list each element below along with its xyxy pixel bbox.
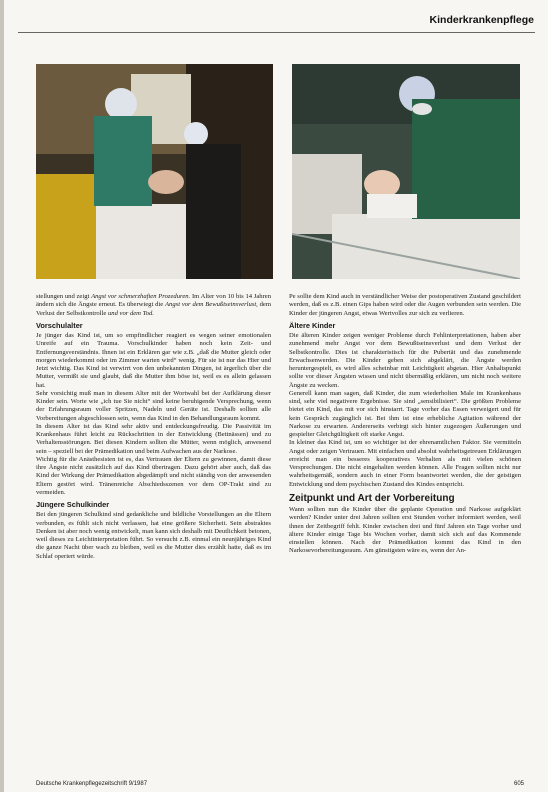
paragraph: Wichtig für die Anästhesisten ist es, das Vertrauen der Eltern zu gewinnen, damit diese ihre Ängste nicht zusätzlich auf das Kind übertragen. Dazu gehört aber auch, daß das Kind der Wirkung der Prämedikation abgedämpft und nicht ständig von der anwesenden Eltern gestört wird. Tränenreiche Abschiedsszenen vor dem OP-Trakt sind zu vermeiden. [36, 455, 271, 496]
heading-zeitpunkt: Zeitpunkt und Art der Vorbereitung [289, 492, 455, 504]
text-column-left [36, 293, 271, 561]
footer-journal: Deutsche Krankenpflegezeitschrift 9/1987 [36, 781, 148, 787]
paragraph: Bei den jüngeren Schulkind sind gedankliche und bildliche Vorstellungen an die Eltern verbunden, es fühlt sich nicht verlassen, hat eine größere Sicherheit. Sein abstraktes Denken ist aber noch wenig entwickelt, man kann sich deshalb mit Deutlichkeit betonen, weil dieses zu Leichtinterpretation führt. So versucht z.B. einmal ein neunjähriges Kind die ganze Nacht über wach zu bleiben, weil es die Mutter dies erzählt hatte, daß es im Schlaf operiert würde. [36, 511, 271, 560]
page-number: 605 [513, 781, 524, 787]
photo-left [36, 64, 273, 279]
paragraph: In kleiner das Kind ist, um so wichtiger ist der ehrenamtlichen Faktor. Sie vermitteln Angst oder zeigen Vertrauen. Mit einfachen und absolut wahrheitsgetreuen Erklärungen erreicht man ein besseres kooperatives Verhalten als mit vielen schönen Versprechungen. Die nicht eingehalten werden können. Alle Fragen sollten nicht nur wahrheitsgemäß, sondern auch in einer Form beantwortet werden, die der geistigen Entwicklung und dem psychischen Zustand des Kindes entspricht. [289, 439, 521, 488]
photo-right [292, 64, 520, 279]
paragraph: Die älteren Kinder zeigen weniger Probleme durch Fehlinterpretationen, haben aber zunehmend mehr Angst vor dem Bewußtseinsverlust und dem Verlust der Selbstkontrolle. Dies ist charakteristisch für die Pubertät und das zunehmende Erwachsenwerden. Die Kinder geben sich abgeklärt, die Ängste werden heruntergespielt, es wird alles scheinbar mit Leichtigkeit abgetan. Hier Anhaltspunkt sollte vor dieser Ängsten wissen und nicht übermäßig erklären, um nicht noch weitere Ängste zu wecken. [289, 332, 521, 389]
heading-juengere-schulkinder: Jüngere Schulkinder [36, 500, 110, 509]
page-edge-shadow [0, 0, 4, 792]
paragraph: Sehr vorsichtig muß man in diesem Alter mit der Wortwahl bei der Aufklärung dieser Kinder sein. Worte wie „ich tue Sie nicht“ sind keine beruhigende Versprechung, wenn der Erfahrungsraum voller Spritzen, Nadeln und Geräte ist. Deshalb sollten alle Vorbereitungen abgeschlossen sein, wenn das Kind in den Behandlungsraum kommt. [36, 389, 271, 422]
paragraph: Generell kann man sagen, daß Kinder, die zum wiederholten Male im Krankenhaus sind, sehr viel negativere Ergebnisse. Sie sind „sensibilisiert“. Die größten Probleme bietet ein Kind, das mit vor sich hinstarrt. Tage vorher das Essen verweigert und für kein Gespräch zugänglich ist. Bei ihm ist eine erhebliche Agitation während der Narkose zu erwarten. Andererseits verbirgt sich hinter zugezogen Äußerungen und gespielter Gleichgültigkeit oft starke Angst. [289, 389, 521, 438]
heading-vorschulalter: Vorschulalter [36, 320, 83, 330]
text-column-right [289, 293, 521, 556]
paragraph: Je jünger das Kind ist, um so empfindlicher reagiert es wegen seiner emotionalen Unreife auf ein Trauma. Vorschulkinder haben noch kein Zeit- und Entfernungsverständnis. Ihnen ist ein Erklären gar wie z.B. „daß die Mutter gleich oder morgen wiederkommt oder im Zimmer warten wird“ wenig. Für sie ist nur das Hier und Jetzt wichtig. Das Kind ist verwirrt von den unbekannten Dingen, ist ärgerlich über die Mutter, vermißt sie und glaubt, daß die Mutter ihm böse ist, weil es es allein gelassen hat. [36, 332, 271, 389]
paragraph: In diesem Alter ist das Kind sehr aktiv und entdeckungsfreudig. Die Passivität im Krankenhaus führt leicht zu Rückschritten in der Entwicklung (Bettnässen) und zu Verhaltensstörungen. Bei diesen Kindern sollten die Mütter, wenn möglich, anwesend sein – speziell bei der Prämedikation und beim Aufwachen aus der Narkose. [36, 422, 271, 455]
heading-aeltere-kinder: Ältere Kinder [289, 320, 336, 330]
section-header: Kinderkrankenpflege [429, 14, 534, 26]
paragraph: Wann sollten nun die Kinder über die geplante Operation und Narkose aufgeklärt werden? Kinder unter drei Jahren sollten erst Stunden vorher informiert werden, weil ihnen der Zeitbegriff fehlt. Kinder zwischen drei und fünf Jahren ein Tage vorher und ältere Kinder einige Tage bis Wochen vorher, damit sich sich auf das Kommende einstellen können. Nach der Prämedikation kommt das Kind in den Narkosevorbereitungsraum. Am günstigsten wäre es, wenn der An- [289, 506, 521, 555]
paragraph: stellungen und zeigt Angst vor schmerzhaften Prozeduren. Im Alter von 10 bis 14 Jahren ändern sich die Ängste erneut. Es überwiegt die Angst vor dem Bewußtseinsverlust, dem Verlust der Selbstkontrolle und vor dem Tod. [36, 293, 271, 317]
paragraph: Pe sollte dem Kind auch in verständlicher Weise der postoperativen Zustand geschildert werden, daß es z.B. einen Gips haben wird oder die Augen verbunden sein werden. Die Kinder der jüngeren Angst, etwas Wertvolles zur sich zu verlieren. [289, 293, 521, 317]
